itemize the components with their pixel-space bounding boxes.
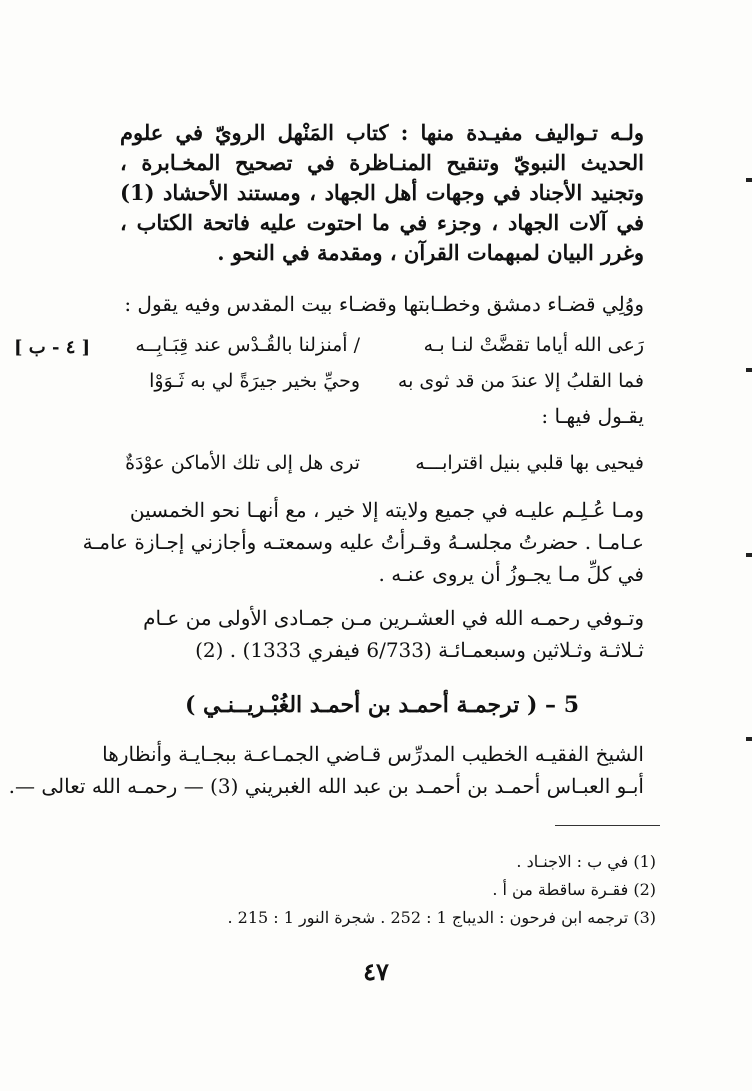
death-line-1: وتـوفي رحمـه الله في العشـرين مـن جمـادى الأولى من عـام [143,606,644,630]
conduct-line-3: في كلِّ مـا يجـوزُ أن يروى عنـه . [378,562,644,586]
biography-line-1: الشيخ الفقيـه الخطيب المدرِّس قـاضي الجمـاعـة ببجـايـة وأنظارها [102,742,644,766]
biography-line-2: أبـو العبـاس أحمـد بن أحمـد بن عبد الله الغبريني (3) — رحمـه الله تعالى —. [8,774,644,798]
page-number: ٤٧ [363,957,389,986]
scan-edge-mark [746,553,752,557]
scan-edge-mark [746,368,752,372]
conduct-line-2: عـامـا . حضرتُ مجلسـهُ وقـرأتُ عليه وسمعتـه وأجازني إجـازة عامـة [82,530,644,554]
says-line: يقـول فيهـا : [541,404,644,428]
appointment-line: ووُلِي قضـاء دمشق وخطـابتها وقضـاء بيت المقدس وفيه يقول : [124,292,644,316]
section-heading: 5 – ( ترجمـة أحمـد بن أحمـد الغُبْـريــنـي ) [184,692,580,718]
verse1-first-hemistich: رَعى الله أياما تقضَّتْ لنـا بـه [423,334,644,356]
verse3-first-hemistich: فيحيى بها قلبي بنيل اقترابـــه [415,452,644,474]
verse2-first-hemistich: فما القلبُ إلا عندَ من قد ثوى به [397,370,644,392]
footnote-1: (1) في ب : الاجنـاد . [516,852,656,871]
footnote-separator [555,825,660,826]
works-paragraph [120,118,644,268]
footnote-2: (2) فقـرة ساقطة من أ . [492,880,656,899]
works-text: ولـه تـواليف مفيـدة منها : كتاب المَنْهل الرويّ في علوم الحديث النبويّ وتنقيح المنـاظرة في تصحيح المخـابرة ، وتجنيد الأجناد في وجهات أهل الجهاد ، ومستند الأحشاد (1) في آلات الجهاد ، وجزء في ما احتوت عليه فاتحة الكتاب ، وغرر البيان لمبهمات القرآن ، ومقدمة في النحو . [120,120,644,265]
conduct-line-1: ومـا عُـلِـم عليـه في جميع ولايته إلا خير ، مع أنهـا نحو الخمسين [129,498,644,522]
verse1-second-hemistich: / أمنزلنا بالقُـدْس عند قِبَـابِــه [135,334,360,356]
verse2-second-hemistich: وحيِّ بخير جيرَةً لي به ثَـوَوْا [149,370,360,392]
scan-edge-mark [746,178,752,182]
death-line-2: ثـلاثـة وثـلاثين وسبعمـائـة (6/733 فيفري 1333) . (2) [195,638,644,662]
verse3-second-hemistich: ترى هل إلى تلك الأماكن عوْدَةٌ [125,452,360,474]
scan-edge-mark [746,737,752,741]
footnote-3: (3) ترجمه ابن فرحون : الديباج 1 : 252 . شجرة النور 1 : 215 . [227,908,656,927]
margin-manuscript-reference: [ ٤ - ب ] [14,337,91,358]
